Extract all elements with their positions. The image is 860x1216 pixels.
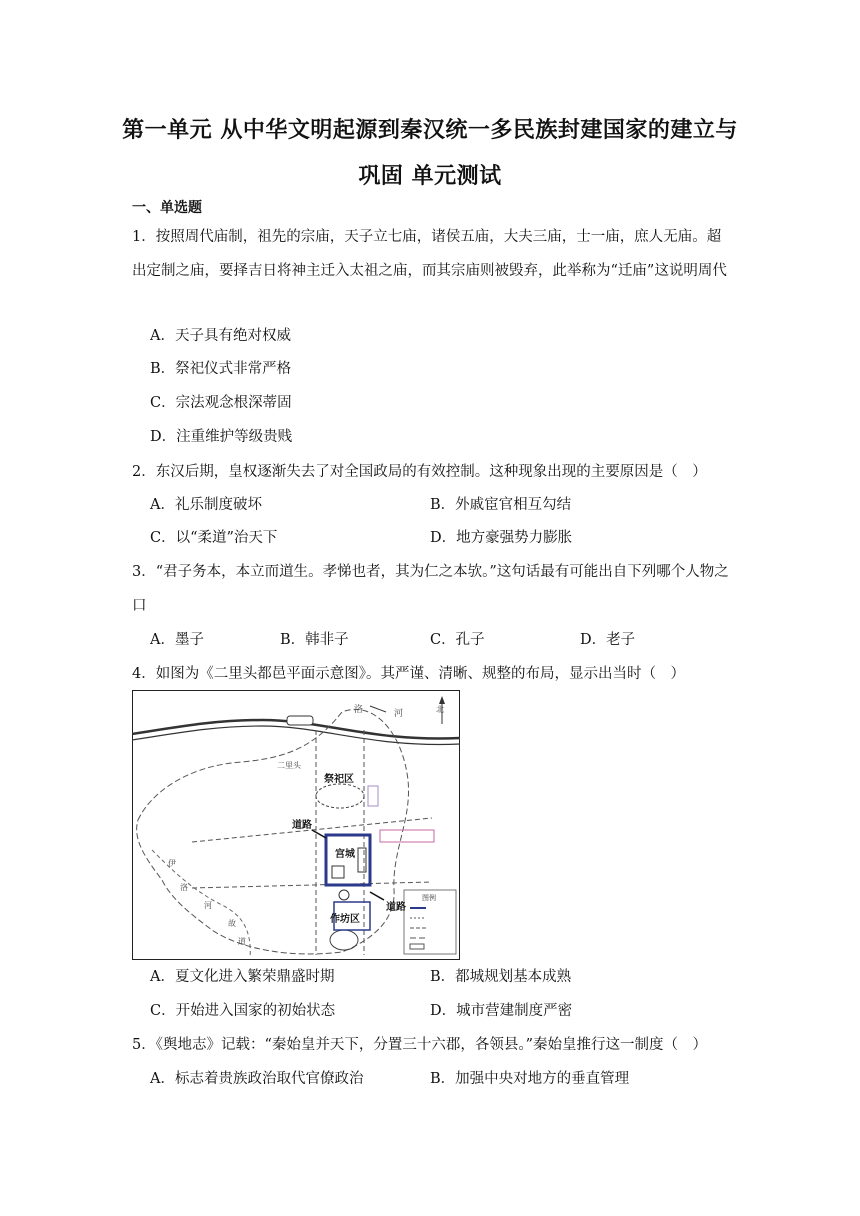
- map-label-old-river-1: 伊: [168, 859, 176, 868]
- question-4-stem: 4．如图为《二里头都邑平面示意图》。其严谨、清晰、规整的布局，显示出当时（ ）: [132, 666, 685, 682]
- map-label-erlitou: 二里头: [277, 761, 301, 770]
- map-label-road-2: 道路: [386, 902, 406, 913]
- page-title-line2: 巩固 单元测试: [358, 164, 502, 189]
- erlitou-map: [132, 690, 460, 960]
- map-label-workshop: 作坊区: [330, 914, 360, 925]
- page-title-line1: 第一单元 从中华文明起源到秦汉统一多民族封建国家的建立与: [122, 118, 738, 143]
- map-label-old-river-5: 道: [238, 937, 246, 946]
- map-label-old-river-4: 故: [228, 919, 236, 928]
- map-label-sacrifice: 祭祀区: [324, 774, 354, 785]
- question-2-stem: 2．东汉后期，皇权逐渐失去了对全国政局的有效控制。这种现象出现的主要原因是（ ）: [132, 464, 707, 480]
- map-label-old-river-2: 洛: [180, 883, 188, 892]
- question-1-stem: 1．按照周代庙制，祖先的宗庙，天子立七庙，诸侯五庙，大夫三庙，士一庙，庶人无庙。超出定制之庙，要择吉日将神主迁入太祖之庙，而其宗庙则被毁弃，此举称为“迁庙”这说明周代: [132, 229, 727, 279]
- question-5-option-b[interactable]: B．加强中央对地方的垂直管理: [430, 1071, 630, 1087]
- map-label-old-river-3: 河: [204, 901, 212, 910]
- question-3-option-b[interactable]: B．韩非子: [280, 632, 349, 648]
- question-2-option-d[interactable]: D．地方豪强势力膨胀: [430, 530, 573, 546]
- question-2-option-a[interactable]: A．礼乐制度破坏: [150, 497, 262, 513]
- question-4-option-c[interactable]: C．开始进入国家的初始状态: [150, 1003, 336, 1019]
- question-4-option-a[interactable]: A．夏文化进入繁荣鼎盛时期: [150, 969, 335, 985]
- question-5-option-a[interactable]: A．标志着贵族政治取代官僚政治: [150, 1071, 364, 1087]
- question-4-option-b[interactable]: B．都城规划基本成熟: [430, 969, 572, 985]
- question-4-option-d[interactable]: D．城市营建制度严密: [430, 1003, 573, 1019]
- question-5-stem: 5．《舆地志》记载：“秦始皇并天下，分置三十六郡，各领县。”秦始皇推行这一制度（ ）: [132, 1037, 708, 1053]
- question-2-option-c[interactable]: C．以“柔道”治天下: [150, 530, 278, 546]
- map-label-palace: 宫城: [335, 849, 355, 860]
- question-3-stem: 3．“君子务本，本立而道生。孝悌也者，其为仁之本欤。”这句话最有可能出自下列哪个人物之口: [132, 564, 729, 614]
- question-1-option-b[interactable]: B．祭祀仪式非常严格: [150, 361, 292, 377]
- legend-title: 图例: [422, 894, 436, 902]
- question-3-option-a[interactable]: A．墨子: [150, 632, 204, 648]
- map-label-road-1: 道路: [292, 820, 312, 831]
- section-heading: 一、单选题: [132, 200, 202, 216]
- north-icon: 北: [436, 705, 444, 714]
- question-2-option-b[interactable]: B．外戚宦官相互勾结: [430, 497, 572, 513]
- question-1-option-a[interactable]: A．天子具有绝对权威: [150, 328, 291, 344]
- question-3-option-d[interactable]: D．老子: [580, 632, 636, 648]
- map-label-he: 河: [394, 709, 404, 719]
- question-1-option-d[interactable]: D．注重维护等级贵贱: [150, 429, 293, 445]
- question-1-option-c[interactable]: C．宗法观念根深蒂固: [150, 395, 292, 411]
- question-3-option-c[interactable]: C．孔子: [430, 632, 485, 648]
- map-label-luo: 洛: [354, 705, 364, 715]
